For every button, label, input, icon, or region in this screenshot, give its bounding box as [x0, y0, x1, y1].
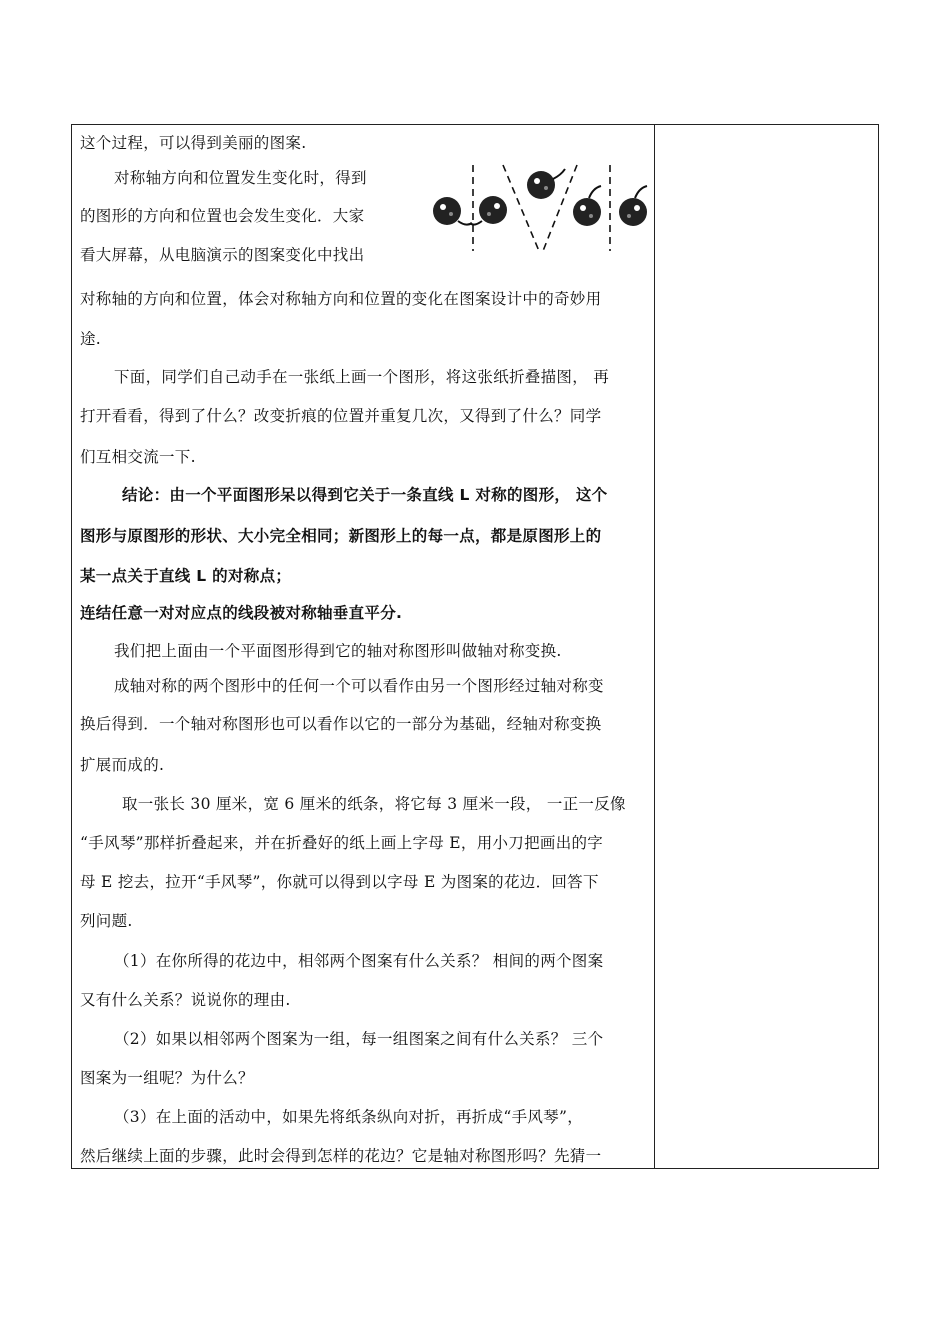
text-line: 下面，同学们自己动手在一张纸上画一个图形，将这张纸折叠描图， 再	[114, 368, 610, 386]
text-line: 这个过程，可以得到美丽的图案.	[80, 134, 307, 152]
symmetry-pattern-figure	[425, 161, 665, 253]
question-line: （1）在你所得的花边中，相邻两个图案有什么关系？ 相间的两个图案	[114, 952, 604, 970]
conclusion-line: 结论：由一个平面图形呆以得到它关于一条直线 L 对称的图形， 这个	[122, 486, 608, 504]
question-line: （3）在上面的活动中，如果先将纸条纵向对折，再折成“手风琴”，	[114, 1108, 584, 1126]
text-line: 又有什么关系？说说你的理由.	[80, 991, 291, 1009]
text-line: 的图形的方向和位置也会发生变化．大家	[80, 207, 365, 225]
text-line: 母 E 挖去，拉开“手风琴”，你就可以得到以字母 E 为图案的花边．回答下	[80, 873, 599, 891]
text-line: “手风琴”那样折叠起来，并在折叠好的纸上画上字母 E，用小刀把画出的字	[80, 834, 604, 852]
conclusion-line: 连结任意一对对应点的线段被对称轴垂直平分.	[80, 604, 403, 622]
text-line: 列问题.	[80, 912, 133, 930]
text-line: 打开看看，得到了什么？改变折痕的位置并重复几次，又得到了什么？同学	[80, 407, 602, 425]
text-line: 扩展而成的.	[80, 756, 165, 774]
text-line: 对称轴方向和位置发生变化时，得到	[114, 169, 367, 187]
text-line: 看大屏幕，从电脑演示的图案变化中找出	[80, 246, 365, 264]
text-line: 们互相交流一下.	[80, 448, 196, 466]
text-line: 取一张长 30 厘米，宽 6 厘米的纸条，将它每 3 厘米一段， 一正一反像	[122, 795, 626, 813]
text-line: 成轴对称的两个图形中的任何一个可以看作由另一个图形经过轴对称变	[114, 677, 604, 695]
text-line: 图案为一组呢？为什么？	[80, 1069, 254, 1087]
lesson-table	[71, 124, 879, 1169]
conclusion-line: 某一点关于直线 L 的对称点；	[80, 567, 292, 585]
text-line: 途.	[80, 330, 102, 348]
text-line: 然后继续上面的步骤，此时会得到怎样的花边？它是轴对称图形吗？先猜一	[80, 1147, 602, 1165]
text-line: 对称轴的方向和位置，体会对称轴方向和位置的变化在图案设计中的奇妙用	[80, 290, 602, 308]
text-line: 我们把上面由一个平面图形得到它的轴对称图形叫做轴对称变换.	[114, 642, 562, 660]
conclusion-line: 图形与原图形的形状、大小完全相同；新图形上的每一点，都是原图形上的	[80, 527, 602, 545]
question-line: （2）如果以相邻两个图案为一组，每一组图案之间有什么关系？ 三个	[114, 1030, 604, 1048]
text-line: 换后得到．一个轴对称图形也可以看作以它的一部分为基础，经轴对称变换	[80, 715, 602, 733]
